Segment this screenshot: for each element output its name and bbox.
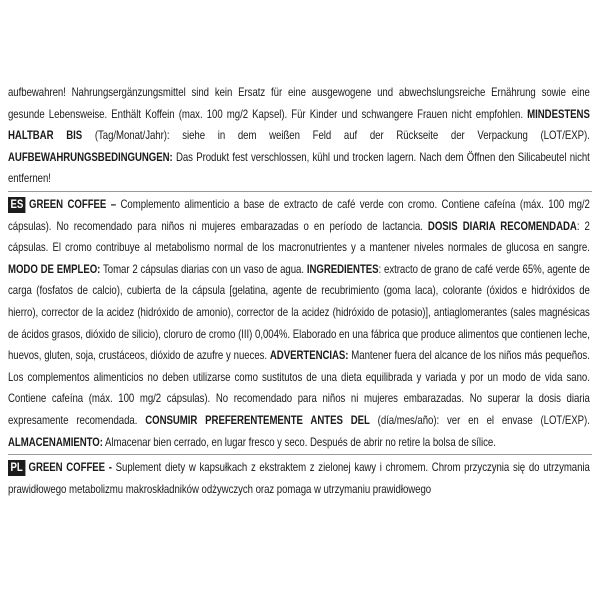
es-product-title: GREEN COFFEE – — [29, 197, 117, 211]
es-text-1: Complemento alimenticio a base de extracto de café verde con cromo. Contiene cafeína (máx. 100 mg/2 cápsulas). No recomendado para niños ni mujeres embarazadas o en período de lactancia. — [8, 197, 590, 233]
es-heading-warnings: ADVERTENCIAS: — [269, 349, 349, 363]
spanish-section — [8, 194, 590, 453]
es-heading-best-before: CONSUMIR PREFERENTEMENTE ANTES DEL — [145, 413, 370, 427]
es-text-5: Mantener fuera del alcance de los niños más pequeños. Los complementos alimenticios no deben utilizarse como sustitutos de una dieta equilibrada y variada y por un modo de vida sano. Contiene cafeína (máx. 100 mg/2 cápsulas). No recomendado para niños ni mujeres embarazadas. No superar la dosis diaria expresamente recomendada. — [8, 349, 590, 427]
es-text-7: Almacenar bien cerrado, en lugar fresco y seco. Después de abrir no retire la bolsa de sílice. — [102, 435, 496, 449]
de-text-1: aufbewahren! Nahrungsergänzungsmittel sind kein Ersatz für eine ausgewogene und abwechslungsreiche Ernährung sowie eine gesunde Lebensweise. Enthält Koffein (max. 100 mg/2 Kapsel). Für Kinder und schwangere Frauen nicht empfohlen. — [8, 86, 590, 121]
pl-text-1: Suplement diety w kapsułkach z ekstraktem z zielonej kawy i chromem. Chrom przyczynia się do utrzymania prawidłowego metabolizmu makroskładników odżywczych oraz pomaga w utrzymaniu prawidłowego — [8, 461, 590, 496]
es-text-3: Tomar 2 cápsulas diarias con un vaso de agua. — [100, 262, 307, 276]
de-heading-storage: AUFBEWAHRUNGSBEDINGUNGEN: — [8, 150, 173, 164]
de-text-3: Das Produkt fest verschlossen, kühl und trocken lagern. Nach dem Öffnen den Silicabeutel nicht entfernen! — [8, 150, 590, 186]
es-heading-usage: MODO DE EMPLEO: — [8, 262, 101, 276]
pl-product-title: GREEN COFFEE - — [28, 461, 112, 475]
es-language-badge: ES — [8, 197, 26, 213]
pl-language-badge: PL — [8, 460, 25, 476]
de-heading-best-before: MINDESTENS HALTBAR BIS — [8, 107, 590, 143]
german-section — [8, 82, 590, 190]
section-divider — [8, 191, 592, 192]
es-heading-ingredients: INGREDIENTES — [306, 262, 379, 276]
es-heading-storage: ALMACENAMIENTO: — [8, 435, 103, 449]
de-text-2: (Tag/Monat/Jahr): siehe in dem weißen Feld auf der Rückseite der Verpackung (LOT/EXP). — [82, 129, 590, 143]
es-text-6: (día/mes/año): ver en el envase (LOT/EXP). — [369, 413, 590, 427]
es-text-4: : extracto de grano de café verde 65%, agente de carga (fosfatos de calcio), cubierta de la cápsula [gelatina, agente de recubrimiento (goma laca), colorante (óxidos e hidróxidos de hierro), corrector de la acidez (hidróxido de amonio), corrector de la acidez (hidróxido de potasio)], antiaglomerantes (sales magnésicas de ácidos grasos, dióxido de silicio), cloruro de cromo (III) 0,004%. Elaborado en una fábrica que produce alimentos que contienen leche, huevos, gluten, soja, crustáceos, dióxido de azufre y nueces. — [8, 262, 590, 363]
polish-section — [8, 457, 590, 500]
es-text-2: : 2 cápsulas. El cromo contribuye al metabolismo normal de los macronutrientes y a mantener niveles normales de glucosa en sangre. — [8, 219, 590, 255]
section-divider — [8, 454, 592, 455]
es-heading-daily-dose: DOSIS DIARIA RECOMENDADA — [427, 219, 577, 233]
